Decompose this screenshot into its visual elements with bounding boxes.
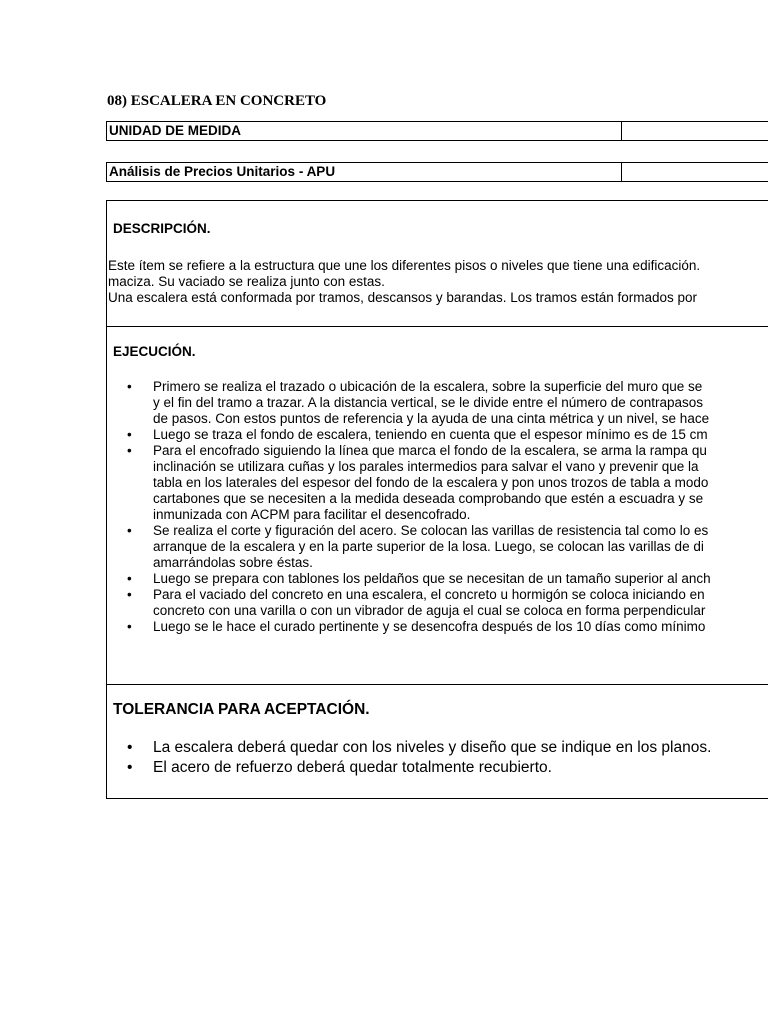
list-item-line: El acero de refuerzo deberá quedar totalmente recubierto.	[153, 759, 552, 776]
ejecucion-list	[127, 379, 711, 635]
bullet-icon: •	[127, 571, 132, 586]
apu-label: Análisis de Precios Unitarios - APU	[109, 164, 336, 179]
tolerancia-heading: TOLERANCIA PARA ACEPTACIÓN.	[113, 701, 370, 718]
list-item-line: Se realiza el corte y figuración del acero. Se colocan las varillas de resistencia tal como lo es	[153, 523, 709, 538]
list-item-line: inmunizada con ACPM para facilitar el desencofrado.	[153, 507, 471, 522]
bullet-icon: •	[127, 619, 132, 634]
bullet-icon: •	[127, 739, 133, 756]
apu-row	[106, 162, 768, 182]
bullet-icon: •	[127, 427, 132, 442]
list-item	[127, 523, 711, 571]
list-item-line: amarrándolas sobre éstas.	[153, 555, 313, 570]
bullet-icon: •	[127, 443, 132, 458]
list-item	[127, 619, 711, 635]
section-divider	[107, 326, 768, 327]
list-item-line: Luego se le hace el curado pertinente y se desencofra después de los 10 días como mínimo	[153, 619, 706, 634]
list-item-line: Luego se prepara con tablones los peldaños que se necesitan de un tamaño superior al anch	[153, 571, 711, 586]
list-item-line: tabla en los laterales del espesor del fondo de la escalera y pon unos trozos de tabla a modo	[153, 475, 709, 490]
list-item-line: Para el vaciado del concreto en una escalera, el concreto u hormigón se coloca iniciando en	[153, 587, 705, 602]
bullet-icon: •	[127, 523, 132, 538]
list-item-line: concreto con una varilla o con un vibrador de aguja el cual se coloca en forma perpendicular	[153, 603, 706, 618]
section-divider	[107, 684, 768, 685]
tolerancia-list	[127, 738, 711, 778]
apu-value	[621, 162, 768, 182]
specification-box	[106, 200, 768, 799]
list-item	[127, 758, 711, 778]
ejecucion-heading: EJECUCIÓN.	[113, 344, 196, 359]
list-item	[127, 443, 711, 523]
descripcion-line: Este ítem se refiere a la estructura que une los diferentes pisos o niveles que tiene una edificación.	[108, 258, 701, 273]
unidad-de-medida-label: UNIDAD DE MEDIDA	[109, 123, 242, 138]
bullet-icon: •	[127, 587, 132, 602]
list-item-line: Luego se traza el fondo de escalera, teniendo en cuenta que el espesor mínimo es de 15 cm	[153, 427, 708, 442]
unidad-de-medida-value	[621, 121, 768, 141]
bullet-icon: •	[127, 379, 132, 394]
list-item-line: arranque de la escalera y en la parte superior de la losa. Luego, se colocan las varillas de di	[153, 539, 704, 554]
list-item	[127, 571, 711, 587]
list-item-line: inclinación se utilizara cuñas y los parales intermedios para salvar el vano y prevenir que la	[153, 459, 699, 474]
descripcion-heading: DESCRIPCIÓN.	[113, 221, 211, 236]
unidad-de-medida-row	[106, 121, 768, 141]
list-item-line: Primero se realiza el trazado o ubicación de la escalera, sobre la superficie del muro que se	[153, 379, 703, 394]
list-item-line: Para el encofrado siguiendo la línea que marca el fondo de la escalera, se arma la rampa qu	[153, 443, 707, 458]
descripcion-line: maciza. Su vaciado se realiza junto con estas.	[108, 274, 385, 289]
list-item-line: cartabones que se necesiten a la medida deseada comprobando que estén a escuadra y se	[153, 491, 704, 506]
list-item	[127, 427, 711, 443]
list-item	[127, 587, 711, 619]
bullet-icon: •	[127, 759, 133, 776]
list-item-line: y el fin del tramo a trazar. A la distancia vertical, se le divide entre el número de contrapasos	[153, 395, 704, 410]
list-item	[127, 379, 711, 427]
descripcion-text	[108, 258, 700, 306]
list-item	[127, 738, 711, 758]
list-item-line: de pasos. Con estos puntos de referencia y la ayuda de una cinta métrica y un nivel, se hace	[153, 411, 710, 426]
descripcion-line: Una escalera está conformada por tramos, descansos y barandas. Los tramos están formados por	[108, 290, 698, 305]
document-title: 08) ESCALERA EN CONCRETO	[107, 93, 327, 109]
list-item-line: La escalera deberá quedar con los niveles y diseño que se indique en los planos.	[153, 739, 712, 756]
